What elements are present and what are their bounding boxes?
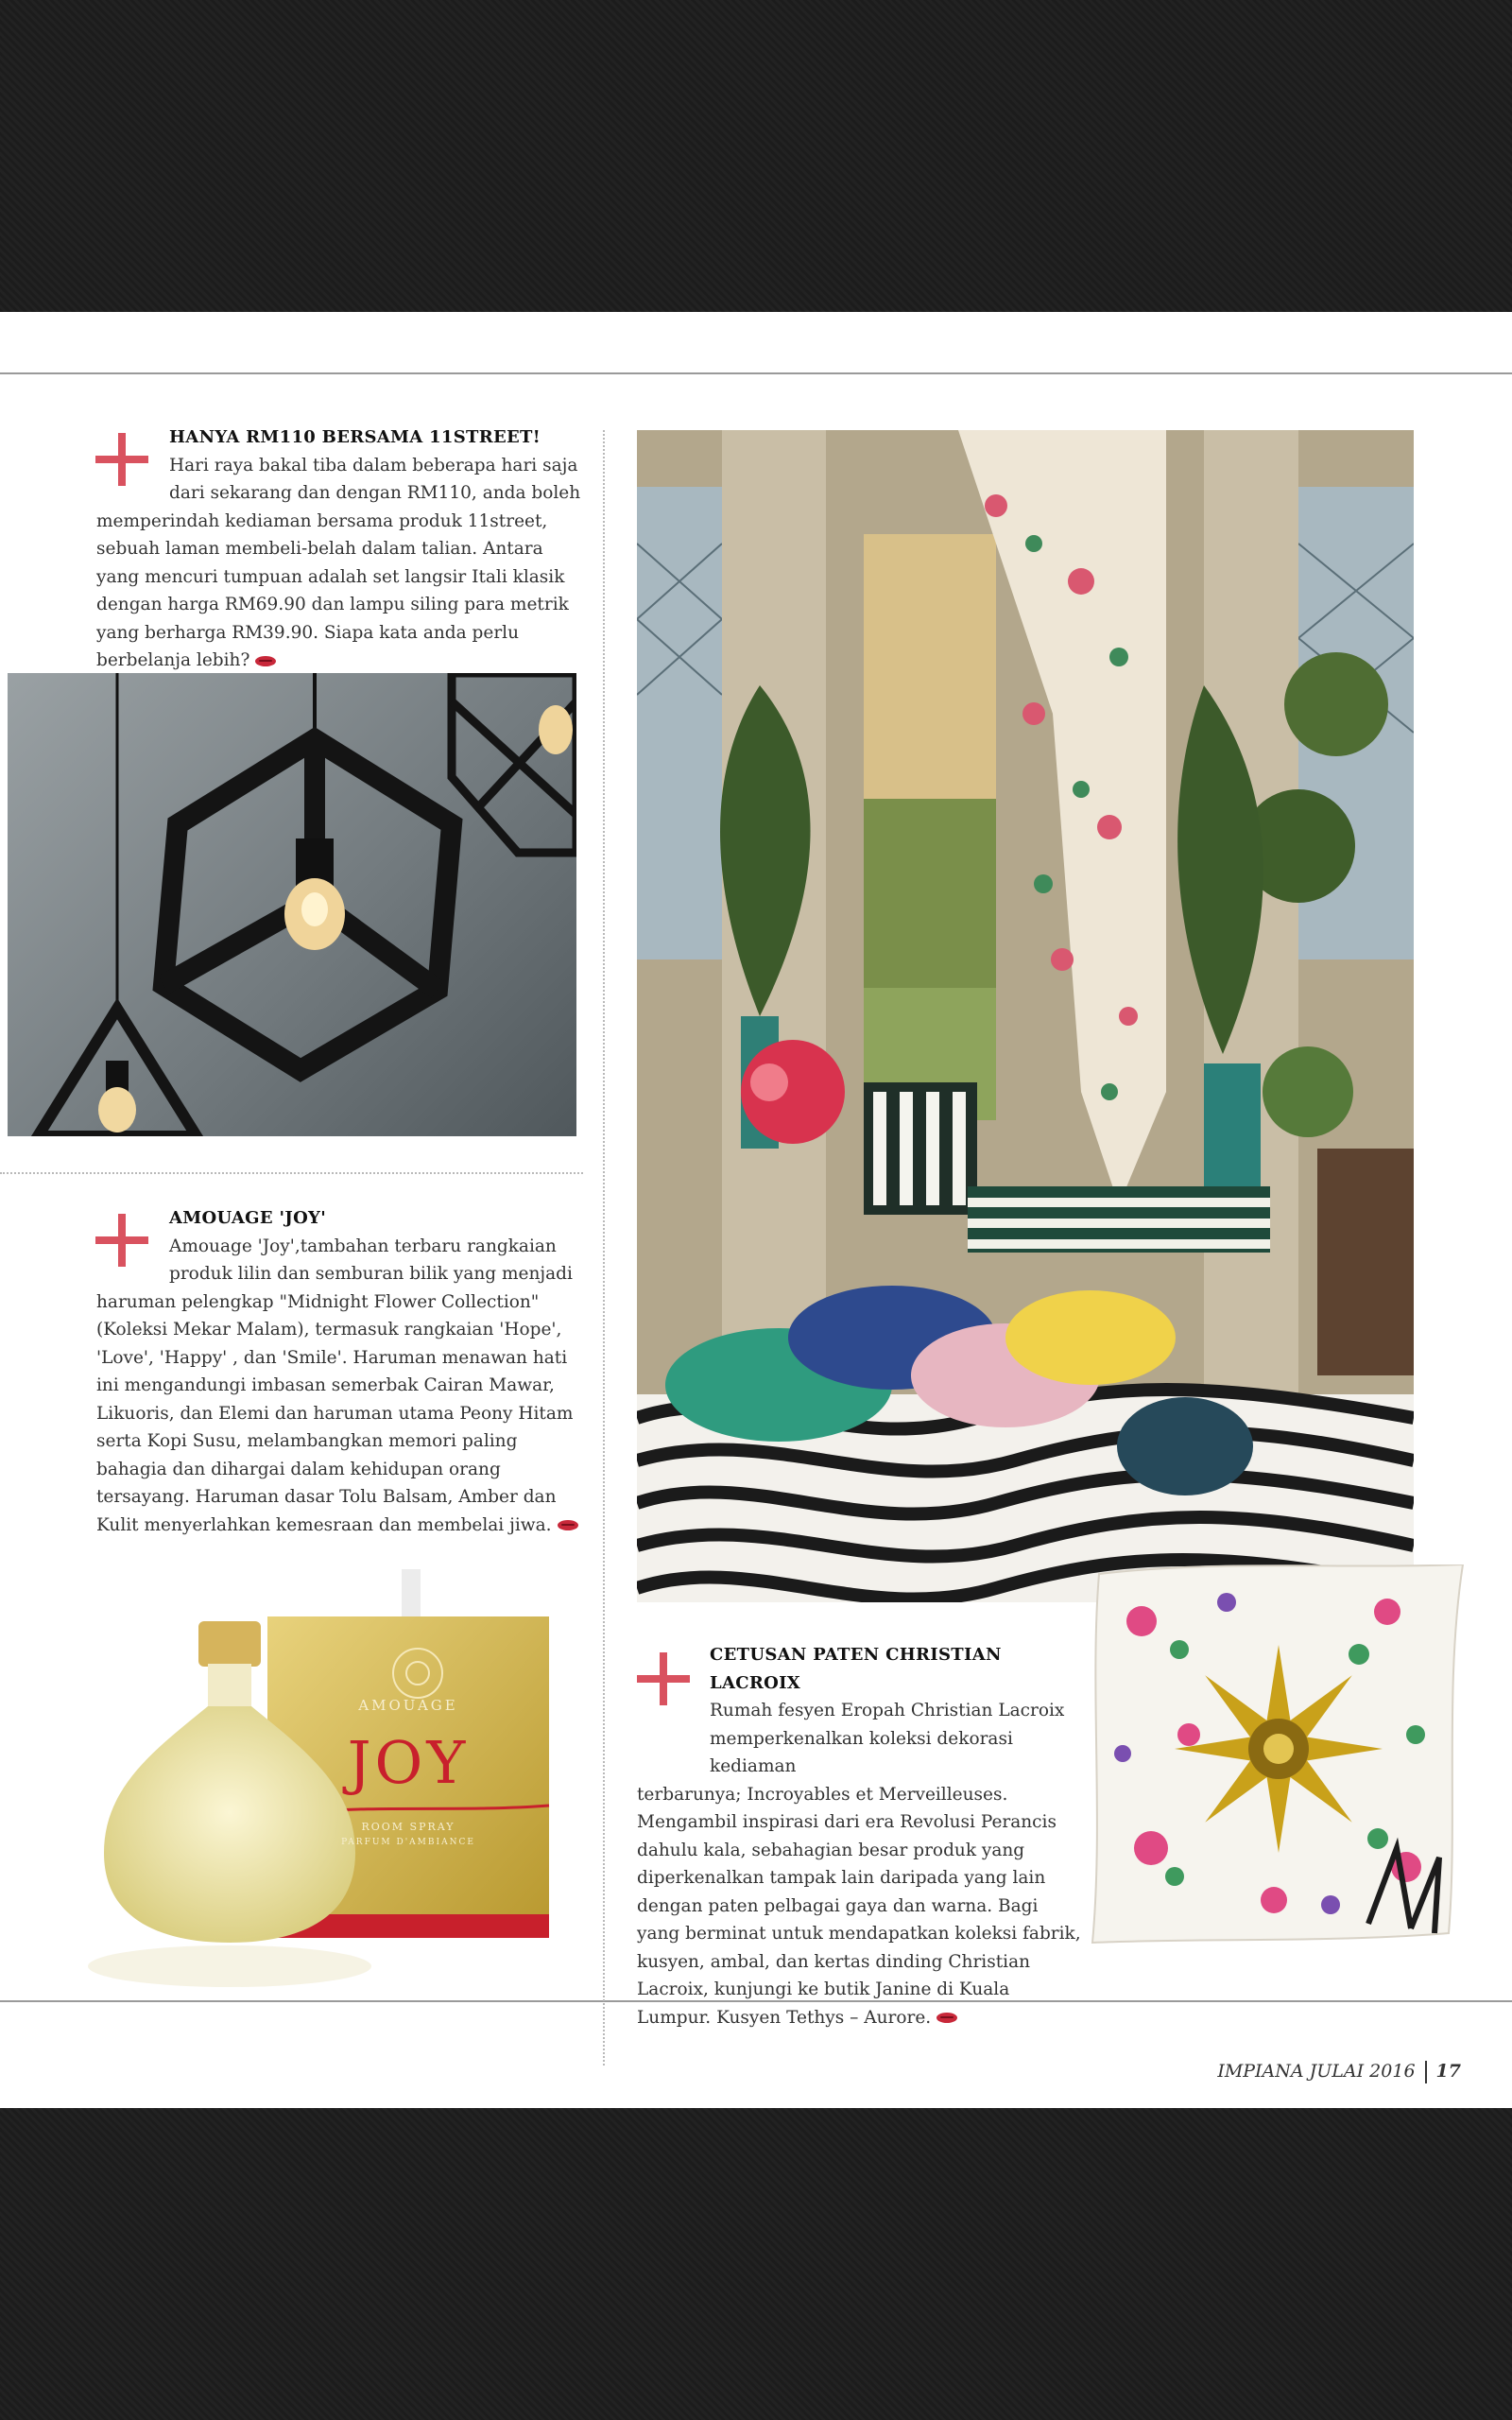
article-lacroix bbox=[637, 1641, 1081, 2031]
viewer-top-bar bbox=[0, 0, 1512, 312]
viewer-bottom-bar bbox=[0, 2108, 1512, 2420]
amouage-product-photo bbox=[66, 1569, 567, 1990]
product-brand: AMOUAGE bbox=[358, 1697, 458, 1714]
lips-icon bbox=[936, 2013, 957, 2023]
lips-icon bbox=[255, 656, 276, 666]
article-body-text: terbarunya; Incroyables et Merveilleuses. Mengambil inspirasi dari era Revolusi Perancis dahulu kala, sebahagian besar produk yang diperkenalkan tampak lain daripada yang lain dengan paten pelbagai gaya dan warna. Bagi yang berminat untuk mendapatkan koleksi fabrik, kusyen, ambal, dan kertas dinding Christian Lacroix, kunjungi ke butik Janine di Kuala Lumpur. Kusyen Tethys – Aurore. bbox=[637, 1784, 1081, 2028]
article-11street bbox=[96, 424, 583, 675]
article-body bbox=[96, 508, 583, 675]
article-title: AMOUAGE 'JOY' bbox=[169, 1208, 327, 1228]
article-title: CETUSAN PATEN CHRISTIAN LACROIX bbox=[710, 1645, 1002, 1693]
magazine-page bbox=[0, 312, 1512, 2108]
article-lead: Amouage 'Joy',tambahan terbaru rangkaian produk lilin dan semburan bilik yang menjadi bbox=[169, 1236, 573, 1284]
page-footer bbox=[1217, 2061, 1461, 2083]
pendant-lamp-illustration bbox=[8, 673, 576, 1136]
cushion-photo bbox=[1085, 1564, 1468, 1947]
page-number: 17 bbox=[1435, 2061, 1461, 2082]
article-amouage bbox=[96, 1204, 583, 1539]
article-body-text: memperindah kediaman bersama produk 11street, sebuah laman membeli-belah dalam talian. Antara yang mencuri tumpuan adalah set langsir Itali klasik dengan harga RM69.90 dan lampu siling para metrik yang berharga RM39.90. Siapa kata anda perlu berbelanja lebih? bbox=[96, 510, 569, 670]
article-body bbox=[96, 1288, 583, 1540]
floral-cushion-illustration bbox=[1085, 1564, 1468, 1947]
top-rule bbox=[0, 372, 1512, 374]
article-body bbox=[637, 1781, 1081, 2032]
product-name: JOY bbox=[347, 1728, 470, 1797]
section-divider bbox=[0, 1172, 583, 1174]
lips-icon bbox=[558, 1520, 578, 1530]
interior-scene-illustration bbox=[637, 430, 1414, 1602]
article-lead: Hari raya bakal tiba dalam beberapa hari saja dari sekarang dan dengan RM110, anda boleh bbox=[169, 455, 581, 503]
product-line1: ROOM SPRAY bbox=[361, 1821, 455, 1833]
lacroix-interior-photo bbox=[637, 430, 1414, 1602]
issue-label: IMPIANA JULAI 2016 bbox=[1217, 2061, 1416, 2082]
pendant-lamp-photo bbox=[8, 673, 576, 1136]
product-line2: PARFUM D'AMBIANCE bbox=[341, 1838, 475, 1847]
article-lead: Rumah fesyen Eropah Christian Lacroix memperkenalkan koleksi dekorasi kediaman bbox=[710, 1701, 1065, 1776]
article-body-text: haruman pelengkap "Midnight Flower Collection" (Koleksi Mekar Malam), termasuk rangkaian 'Hope', 'Love', 'Happy' , dan 'Smile'. Haruman menawan hati ini mengandungi imbasan semerbak Cairan Mawar, Likuoris, dan Elemi dan haruman utama Peony Hitam serta Kopi Susu, melambangkan memori paling bahagia dan dihargai dalam kehidupan orang tersayang. Haruman dasar Tolu Balsam, Amber dan Kulit menyerlahkan kemesraan dan membelai jiwa. bbox=[96, 1291, 574, 1535]
column-divider bbox=[603, 430, 605, 2066]
article-title: HANYA RM110 BERSAMA 11STREET! bbox=[169, 427, 541, 447]
footer-separator bbox=[1425, 2061, 1427, 2083]
